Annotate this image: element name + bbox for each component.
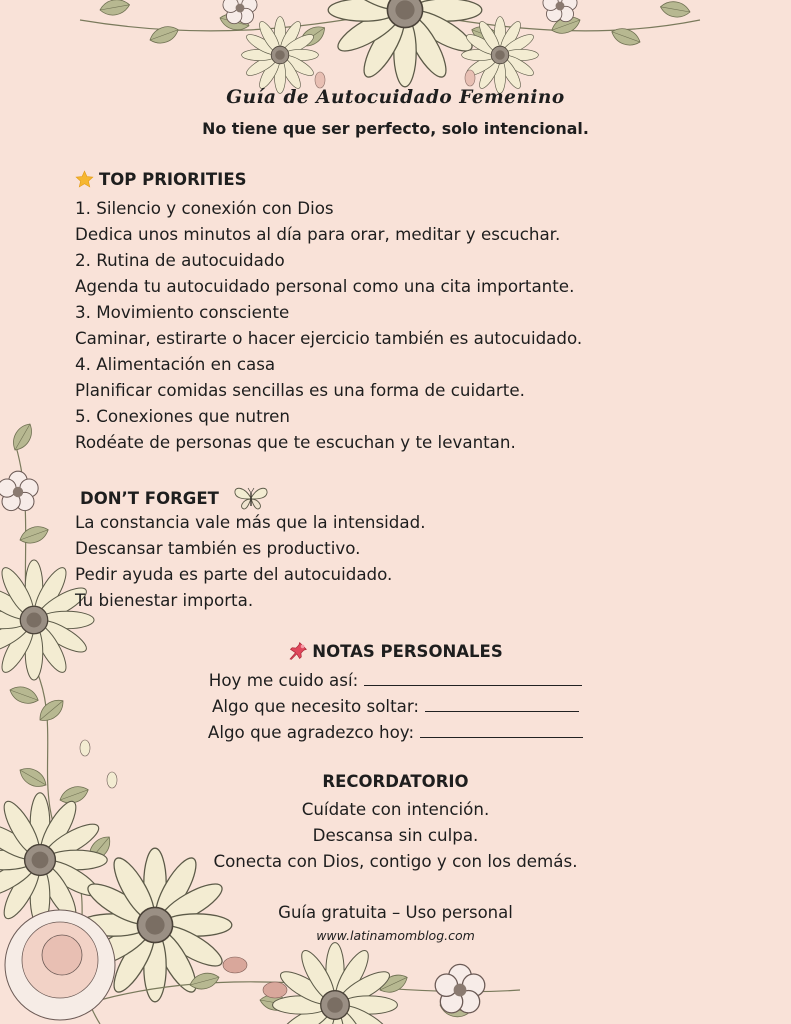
page-title: Guía de Autocuidado Femenino: [226, 87, 565, 108]
priority-description: Caminar, estirarte o hacer ejercicio también es autocuidado.: [75, 328, 583, 348]
priority-description: Planificar comidas sencillas es una forma de cuidarte.: [75, 380, 525, 400]
priority-description: Agenda tu autocuidado personal como una cita importante.: [75, 276, 575, 296]
list-item: Descansar también es productivo.: [75, 538, 361, 558]
reminder-line: Descansa sin culpa.: [312, 825, 479, 845]
butterfly-icon: [232, 484, 270, 512]
notes-heading-text: NOTAS PERSONALES: [312, 641, 503, 661]
reminder-line: Cuídate con intención.: [301, 799, 490, 819]
dont-forget-heading: [80, 484, 270, 512]
reminder-line: Conecta con Dios, contigo y con los demás.: [213, 851, 578, 871]
priority-description: Rodéate de personas que te escuchan y te levantan.: [75, 432, 516, 452]
list-item: Tu bienestar importa.: [75, 590, 254, 610]
priorities-heading: [75, 170, 246, 189]
priority-title: 5. Conexiones que nutren: [75, 406, 290, 426]
note-prompt-label: Algo que agradezco hoy:: [207, 722, 415, 742]
priorities-list: [75, 195, 582, 455]
dont-forget-heading-text: DON’T FORGET: [80, 488, 219, 508]
priority-title: 4. Alimentación en casa: [75, 354, 276, 374]
priority-title: 1. Silencio y conexión con Dios: [75, 198, 334, 218]
dont-forget-list: [75, 509, 426, 613]
note-prompt: [0, 667, 791, 693]
priorities-heading-text: TOP PRIORITIES: [99, 170, 247, 189]
write-in-line[interactable]: [420, 722, 583, 738]
reminder-heading-text: RECORDATORIO: [322, 772, 469, 791]
note-prompt-label: Hoy me cuido así:: [208, 670, 359, 690]
reminder-lines: [0, 796, 791, 874]
write-in-line[interactable]: [425, 696, 579, 712]
footer-note: Guía gratuita – Uso personal: [278, 903, 513, 922]
top-floral-cluster: [80, 0, 700, 93]
pushpin-icon: [288, 641, 308, 661]
priority-title: 3. Movimiento consciente: [75, 302, 290, 322]
write-in-line[interactable]: [364, 670, 582, 686]
footer-url-link[interactable]: www.latinamomblog.com: [316, 928, 475, 943]
priority-title: 2. Rutina de autocuidado: [75, 250, 285, 270]
note-prompt-label: Algo que necesito soltar:: [211, 696, 420, 716]
list-item: Pedir ayuda es parte del autocuidado.: [75, 564, 393, 584]
note-prompt: [0, 693, 791, 719]
page-subtitle: No tiene que ser perfecto, solo intencional.: [202, 119, 589, 138]
reminder-heading: [0, 772, 791, 791]
list-item: La constancia vale más que la intensidad.: [75, 512, 426, 532]
note-prompt: [0, 719, 791, 745]
notes-heading: [0, 641, 791, 661]
priority-description: Dedica unos minutos al día para orar, meditar y escuchar.: [75, 224, 561, 244]
notes-prompts: [0, 667, 791, 745]
star-icon: [75, 170, 94, 189]
